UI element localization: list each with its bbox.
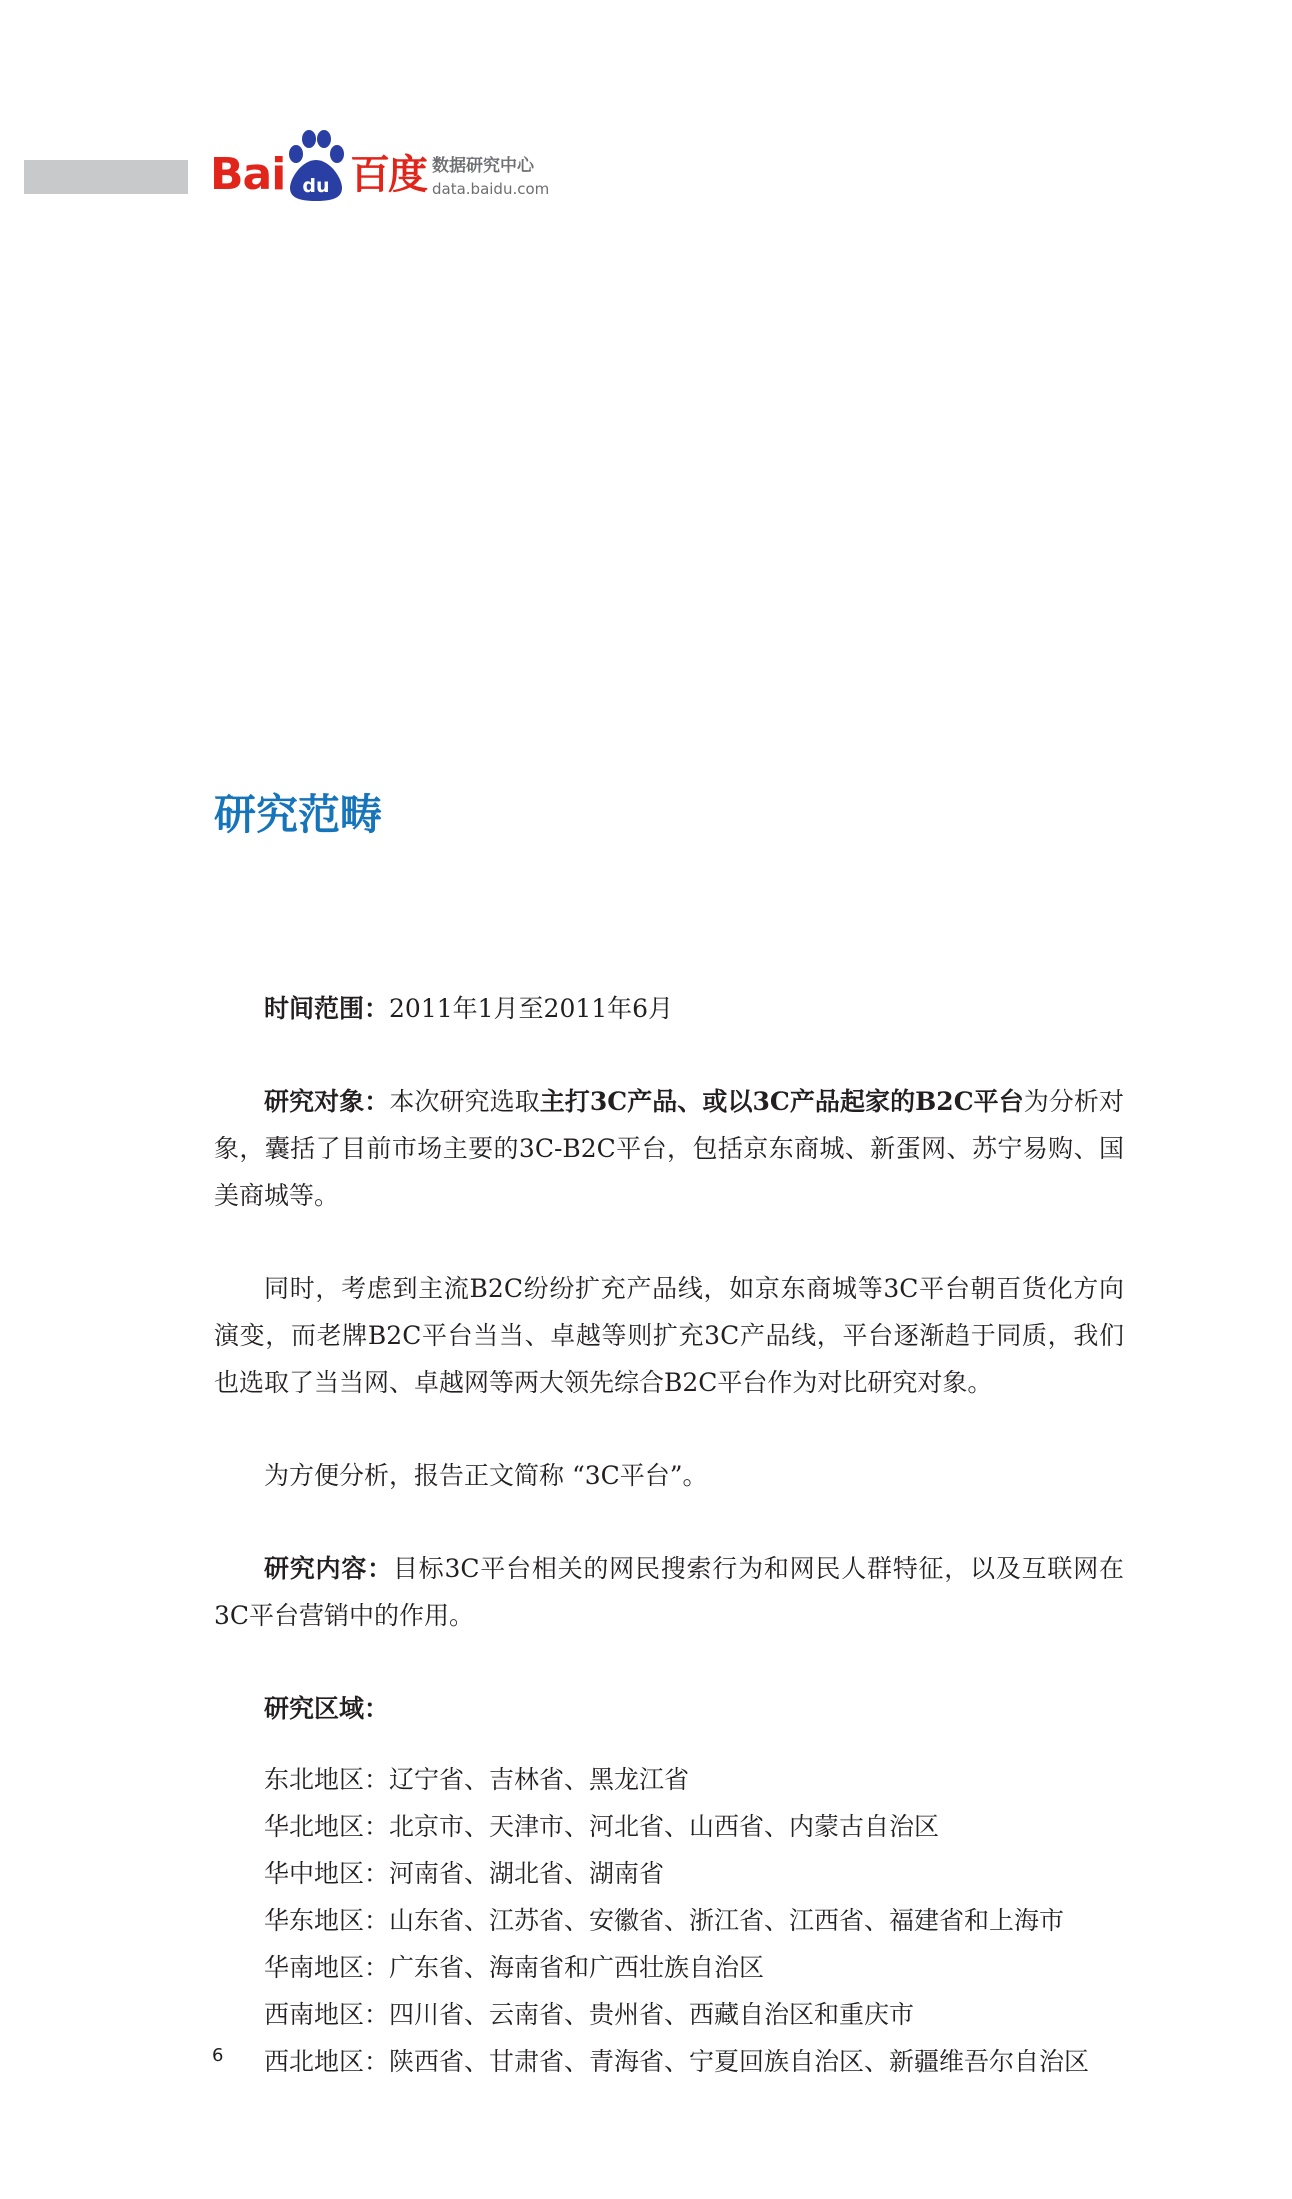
logo-baidu-chinese: 百度 bbox=[350, 152, 426, 198]
region-provinces: 辽宁省、吉林省、黑龙江省 bbox=[389, 1765, 690, 1794]
subjects-text-a: 本次研究选取 bbox=[389, 1087, 540, 1116]
subjects-text-b: 为分析对象，囊括了目前市场主要的3C-B2C平台，包括京东商城、新蛋网、苏宁易购、国美商城等。 bbox=[214, 1087, 1124, 1210]
logo-center-name: 数据研究中心 bbox=[432, 156, 534, 176]
region-provinces: 河南省、湖北省、湖南省 bbox=[389, 1859, 665, 1888]
region-name: 华东地区： bbox=[264, 1906, 390, 1935]
regions-list bbox=[214, 1756, 1124, 2085]
content-text: 目标3C平台相关的网民搜索行为和网民人群特征，以及互联网在3C平台营销中的作用。 bbox=[214, 1554, 1124, 1630]
logo-du-text: du bbox=[302, 175, 330, 197]
regions-heading: 研究区域： bbox=[264, 1694, 390, 1723]
header-gray-bar bbox=[24, 160, 188, 194]
region-name: 华中地区： bbox=[264, 1859, 390, 1888]
comparison-paragraph: 同时，考虑到主流B2C纷纷扩充产品线，如京东商城等3C平台朝百货化方向演变，而老牌B2C平台当当、卓越等则扩充3C产品线，平台逐渐趋于同质，我们也选取了当当网、卓越网等两大领先综合B2C平台作为对比研究对象。 bbox=[214, 1274, 1124, 1397]
subjects-paragraph bbox=[214, 1078, 1124, 1219]
subjects-bold-text: 主打3C产品、或以3C产品起家的B2C平台 bbox=[539, 1087, 1024, 1116]
page-title: 研究范畴 bbox=[214, 790, 383, 839]
region-item bbox=[214, 2038, 1124, 2085]
region-name: 华南地区： bbox=[264, 1953, 390, 1982]
region-item bbox=[214, 1850, 1124, 1897]
region-item bbox=[214, 1991, 1124, 2038]
content-label: 研究内容： bbox=[264, 1554, 393, 1583]
region-provinces: 四川省、云南省、贵州省、西藏自治区和重庆市 bbox=[389, 2000, 915, 2029]
region-item bbox=[214, 1944, 1124, 1991]
logo-bai-text: Bai bbox=[210, 149, 286, 200]
baidu-data-center-logo bbox=[210, 128, 570, 208]
time-range-paragraph bbox=[214, 985, 1124, 1032]
subjects-label: 研究对象： bbox=[264, 1087, 390, 1116]
time-range-label: 时间范围： bbox=[264, 994, 390, 1023]
body-text bbox=[214, 985, 1124, 2085]
region-provinces: 陕西省、甘肃省、青海省、宁夏回族自治区、新疆维吾尔自治区 bbox=[389, 2047, 1090, 2076]
region-name: 东北地区： bbox=[264, 1765, 390, 1794]
region-item bbox=[214, 1803, 1124, 1850]
page-number: 6 bbox=[212, 2045, 224, 2066]
region-provinces: 广东省、海南省和广西壮族自治区 bbox=[389, 1953, 765, 1982]
content-paragraph bbox=[214, 1545, 1124, 1639]
region-name: 西北地区： bbox=[264, 2047, 390, 2076]
region-provinces: 北京市、天津市、河北省、山西省、内蒙古自治区 bbox=[389, 1812, 940, 1841]
time-range-value: 2011年1月至2011年6月 bbox=[389, 994, 674, 1023]
logo-domain: data.baidu.com bbox=[432, 180, 550, 198]
region-provinces: 山东省、江苏省、安徽省、浙江省、江西省、福建省和上海市 bbox=[389, 1906, 1065, 1935]
region-item bbox=[214, 1756, 1124, 1803]
region-name: 西南地区： bbox=[264, 2000, 390, 2029]
baidu-paw-icon bbox=[282, 128, 350, 202]
abbreviation-paragraph: 为方便分析，报告正文简称 “3C平台”。 bbox=[264, 1461, 708, 1490]
region-name: 华北地区： bbox=[264, 1812, 390, 1841]
region-item bbox=[214, 1897, 1124, 1944]
